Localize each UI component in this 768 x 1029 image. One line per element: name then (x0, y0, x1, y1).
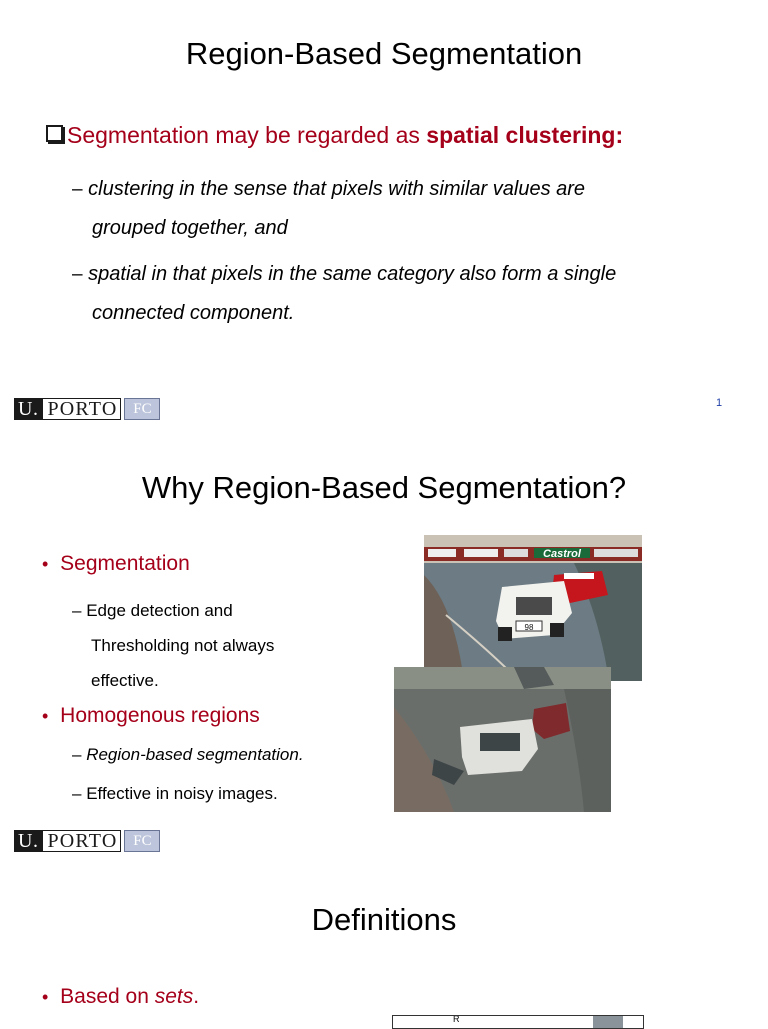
slide2-bullet2-sub1 (72, 745, 304, 765)
checkbox-bullet-icon (46, 125, 63, 142)
slide3-bullet-suffix: . (193, 985, 200, 1008)
dash-bullet-icon: – (72, 179, 83, 200)
dot-bullet-icon: • (42, 554, 49, 574)
castrol-sign: Castrol (543, 548, 581, 560)
main-bullet-bold: spatial clustering (426, 122, 616, 148)
slide1-sub-bullet-1 (72, 170, 585, 248)
car-number: 98 (524, 623, 534, 632)
slide2-bullet1-sub (72, 593, 274, 698)
segmented-photo (394, 667, 611, 812)
logo-u: U. (14, 830, 43, 852)
dash-bullet-icon: – (72, 264, 83, 285)
logo-porto: PORTO (43, 830, 121, 852)
slide2-bullet2-sub2 (72, 784, 278, 804)
dash-bullet-icon: – (72, 784, 82, 803)
bullet2-sub2: Effective in noisy images. (86, 784, 278, 803)
slide2-title: Why Region-Based Segmentation? (141, 470, 627, 505)
slide1-main-bullet (46, 122, 623, 149)
main-bullet-text: Segmentation may be regarded as (67, 122, 427, 148)
slide2-bullet-homogenous (42, 704, 260, 728)
bullet1-sub-line2: Thresholding not always (91, 636, 275, 655)
uporto-logo (14, 398, 160, 420)
partial-figure-shade (593, 1016, 623, 1028)
dash-bullet-icon: – (72, 601, 82, 620)
bullet2-label: Homogenous regions (60, 704, 260, 727)
uporto-logo-2 (14, 830, 160, 852)
slide3-title: Definitions (311, 902, 457, 937)
slide2-bullet-segmentation (42, 552, 190, 576)
logo-fc: FC (124, 830, 160, 852)
sub2-line2: connected component. (92, 302, 295, 324)
bullet1-sub-line3: effective. (91, 671, 159, 690)
slide1-sub-bullet-2 (72, 255, 616, 333)
logo-porto: PORTO (43, 398, 121, 420)
slide3-bullet-prefix: Based on (60, 985, 155, 1008)
race-car-photo (424, 535, 642, 681)
logo-u: U. (14, 398, 43, 420)
partial-figure-label: R (453, 1015, 460, 1024)
bullet2-sub1: Region-based segmentation. (86, 745, 304, 764)
sub2-line1: spatial in that pixels in the same category also form a single (88, 263, 617, 285)
logo-fc: FC (124, 398, 160, 420)
sub1-line1: clustering in the sense that pixels with similar values are (88, 178, 586, 200)
slide1-title: Region-Based Segmentation (185, 36, 583, 71)
slide3-bullet (42, 985, 199, 1009)
bullet1-sub-line1: Edge detection and (86, 601, 233, 620)
dot-bullet-icon: • (42, 706, 49, 726)
partial-figure (392, 1015, 644, 1029)
sub1-line2: grouped together, and (92, 217, 288, 239)
main-bullet-colon: : (615, 122, 624, 148)
slide3-bullet-italic: sets (154, 985, 194, 1008)
bullet1-label: Segmentation (60, 552, 190, 575)
page-number: 1 (716, 397, 723, 409)
dash-bullet-icon: – (72, 745, 82, 764)
dot-bullet-icon: • (42, 987, 49, 1007)
